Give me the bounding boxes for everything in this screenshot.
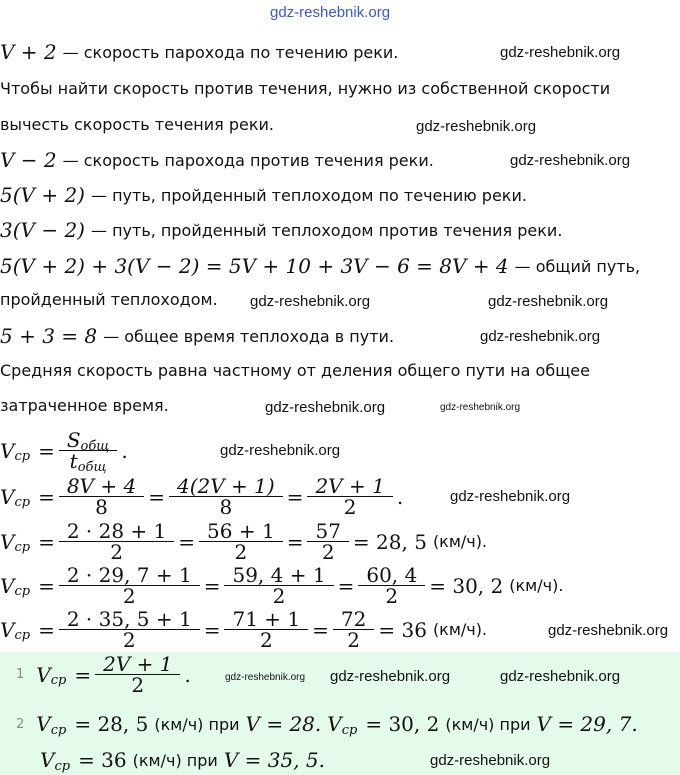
math: ср	[341, 722, 358, 738]
watermark: gdz-reshebnik.org	[500, 668, 621, 685]
answer-2	[0, 712, 638, 736]
watermark: gdz-reshebnik.org	[220, 442, 341, 459]
fraction	[228, 565, 329, 606]
watermark: gdz-reshebnik.org	[250, 293, 371, 310]
unit: (км/ч).	[509, 576, 564, 595]
fraction	[311, 521, 344, 562]
math: =	[286, 484, 304, 509]
math: 72	[340, 607, 367, 631]
line-downstream-speed	[0, 40, 398, 64]
math: =	[74, 662, 92, 687]
watermark: gdz-reshebnik.org	[450, 488, 571, 505]
math: = 30, 2	[365, 712, 440, 736]
formula-v35-5	[0, 609, 487, 650]
line-upstream-distance	[0, 218, 562, 242]
math: =	[148, 484, 165, 509]
line-total-distance	[0, 254, 640, 278]
math: 2 · 35, 5 + 1	[66, 607, 192, 631]
text: — общий путь,	[514, 256, 641, 276]
math: 2	[358, 585, 425, 606]
math: =	[203, 573, 221, 598]
text: — путь, пройденный теплоходом по течению реки.	[90, 185, 527, 205]
watermark: gdz-reshebnik.org	[500, 44, 621, 61]
watermark: gdz-reshebnik.org	[548, 622, 669, 639]
line-total-time	[0, 324, 394, 348]
math: 4(2V + 1)	[176, 474, 275, 498]
formula-simplify	[0, 476, 403, 517]
formula-average-speed	[0, 428, 128, 475]
text: (км/ч) при	[132, 750, 218, 770]
math: .	[121, 438, 128, 463]
math: 8	[59, 496, 144, 517]
math: ср	[50, 722, 67, 738]
math: =	[286, 529, 304, 554]
watermark: gdz-reshebnik.org	[225, 672, 306, 683]
math: =	[38, 529, 55, 554]
math: = 36	[78, 748, 127, 772]
fraction	[362, 565, 421, 606]
math: 71 + 1	[232, 607, 301, 631]
math: 2	[224, 629, 308, 650]
fraction	[63, 476, 140, 517]
watermark: gdz-reshebnik.org	[270, 4, 391, 21]
math: V + 2	[0, 40, 57, 64]
fraction	[63, 565, 196, 606]
math: S	[66, 428, 81, 452]
math: общ	[77, 460, 107, 475]
watermark: gdz-reshebnik.org	[488, 293, 609, 310]
watermark: gdz-reshebnik.org	[265, 399, 386, 416]
text: пройденный теплоходом.	[0, 290, 218, 309]
math: ср	[14, 584, 31, 599]
math: 2	[59, 629, 200, 650]
math: V	[0, 484, 15, 509]
math: =	[312, 617, 329, 642]
fraction	[99, 654, 176, 695]
line-text	[0, 361, 590, 380]
unit: (км/ч).	[432, 532, 488, 551]
math: 57	[315, 519, 341, 543]
line-text	[0, 115, 274, 134]
math: ср	[14, 540, 31, 555]
math: ср	[14, 449, 31, 464]
text: — путь, пройденный теплоходом против течения реки.	[90, 220, 563, 240]
math: 2 · 28 + 1	[66, 519, 167, 543]
math: общ	[80, 439, 110, 454]
math: 5(V + 2) + 3(V − 2) = 5V + 10 + 3V − 6 = 8V + 4	[0, 254, 509, 278]
answer-2-continued	[40, 748, 325, 772]
math: =	[38, 617, 55, 642]
math: 56 + 1	[207, 519, 275, 543]
math: V	[40, 748, 55, 772]
watermark: gdz-reshebnik.org	[480, 328, 601, 345]
text: Чтобы найти скорость против течения, нужно из собственной скорости	[0, 79, 611, 98]
math: 2	[224, 585, 333, 606]
math: 2	[333, 629, 374, 650]
math: 5(V + 2)	[0, 183, 85, 207]
line-downstream-distance	[0, 183, 527, 207]
math: V = 28.	[245, 712, 322, 736]
math: V − 2	[0, 148, 57, 172]
math: 5 + 3 = 8	[0, 324, 98, 348]
math: =	[38, 573, 55, 598]
text: затраченное время.	[0, 396, 169, 415]
math: =	[337, 573, 355, 598]
math: 2	[59, 585, 200, 606]
math: 2V + 1	[103, 652, 173, 676]
math: V	[0, 438, 15, 463]
watermark: gdz-reshebnik.org	[510, 152, 631, 169]
math: 2	[59, 541, 174, 562]
math: V	[327, 712, 342, 736]
math: =	[203, 617, 221, 642]
math: V = 29, 7.	[536, 712, 638, 736]
math: 8V + 4	[66, 474, 137, 498]
fraction	[228, 609, 304, 650]
line-text	[0, 79, 610, 98]
math: .	[396, 484, 404, 509]
math: =	[38, 484, 55, 509]
fraction	[203, 521, 279, 562]
watermark: gdz-reshebnik.org	[440, 402, 521, 413]
math: V	[0, 573, 15, 598]
text: Средняя скорость равна частному от деления общего пути на общее	[0, 361, 590, 380]
fraction	[63, 609, 196, 650]
math: V = 35, 5.	[223, 748, 325, 772]
fraction	[63, 428, 113, 475]
math: 2V + 1	[315, 474, 385, 498]
watermark: gdz-reshebnik.org	[416, 118, 537, 135]
math: = 28, 5	[352, 529, 427, 554]
unit: (км/ч).	[432, 620, 488, 639]
line-text	[0, 290, 218, 309]
text: (км/ч) при	[154, 714, 240, 734]
text: (км/ч) при	[445, 714, 531, 734]
math: ср	[54, 758, 71, 774]
answer-number: 2	[16, 716, 25, 732]
math: 59, 4 + 1	[232, 563, 326, 587]
math: ср	[50, 673, 67, 688]
fraction	[173, 476, 279, 517]
answer-1	[0, 654, 191, 695]
formula-v28	[0, 521, 487, 562]
math: ср	[14, 495, 31, 510]
math: 3(V − 2)	[0, 218, 85, 242]
formula-v29-7	[0, 565, 563, 606]
math: =	[178, 529, 196, 554]
math: = 28, 5	[74, 712, 149, 736]
fraction	[311, 476, 388, 517]
math: 2	[307, 541, 348, 562]
answer-number: 1	[16, 667, 25, 682]
text: — скорость парохода по течению реки.	[62, 42, 399, 62]
math: =	[38, 438, 55, 463]
math: 8	[169, 496, 283, 517]
line-upstream-speed	[0, 148, 434, 172]
fraction	[63, 521, 170, 562]
math: V	[0, 617, 15, 642]
math: 2	[199, 541, 283, 562]
math: V	[36, 662, 51, 687]
math: = 36	[378, 617, 427, 642]
line-text	[0, 396, 169, 415]
math: V	[0, 529, 15, 554]
text: — скорость парохода против течения реки.	[62, 150, 434, 170]
math: .	[184, 662, 191, 687]
math: V	[36, 712, 51, 736]
math: 60, 4	[366, 563, 418, 587]
math: t	[69, 449, 78, 473]
math: 2	[307, 496, 392, 517]
math: 2 · 29, 7 + 1	[66, 563, 192, 587]
watermark: gdz-reshebnik.org	[430, 752, 551, 769]
text: — общее время теплохода в пути.	[103, 326, 395, 346]
math: ср	[14, 628, 31, 643]
text: вычесть скорость течения реки.	[0, 115, 274, 134]
math: = 30, 2	[429, 573, 504, 598]
fraction	[337, 609, 370, 650]
watermark: gdz-reshebnik.org	[330, 668, 451, 685]
math: 2	[95, 674, 180, 695]
